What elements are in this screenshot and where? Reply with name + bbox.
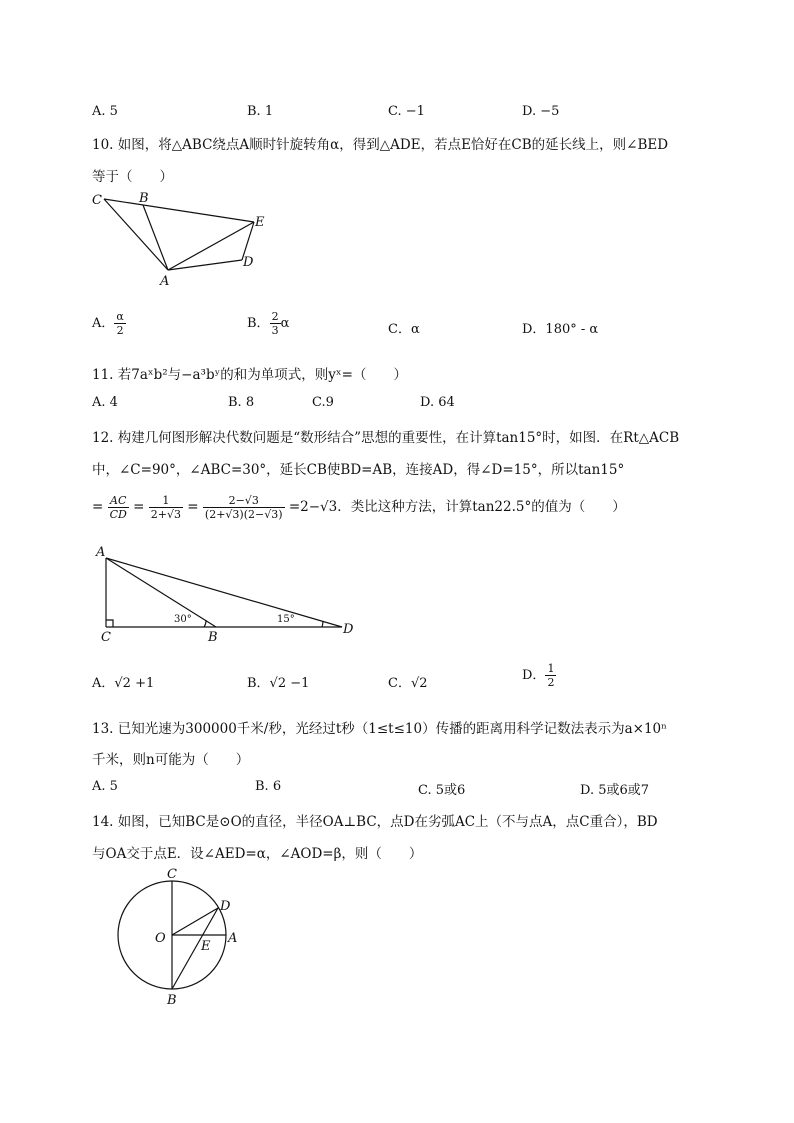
q14-label-o: O: [155, 931, 166, 946]
q12-angle-arc-30: [204, 620, 206, 627]
q10-stem-line2: 等于（ ）: [92, 169, 173, 185]
q10-option-b: [247, 310, 289, 337]
q12-option-d-den: 2: [547, 676, 555, 689]
q12-frac-rationalized: [203, 494, 285, 521]
q10-seg-ae: [168, 222, 254, 270]
q12-seg-ab: [106, 558, 216, 627]
q10-label-c: C: [92, 193, 102, 208]
q12-angle-arc-15: [322, 621, 323, 627]
q11-option-c: C.9: [312, 395, 334, 410]
q10-option-a-den: 2: [116, 324, 124, 337]
q9-option-d: D. −5: [522, 104, 560, 119]
q12-frac1-den: CD: [109, 508, 127, 521]
q14-label-e: E: [201, 939, 211, 954]
q10-label-b: B: [139, 191, 149, 206]
q13-stem-line1: 13. 已知光速为300000千米/秒，光经过t秒（1≤t≤10）传播的距离用科学记数法表示为a×10ⁿ: [92, 721, 667, 737]
q10-option-d: D．180° - α: [522, 322, 599, 337]
q12-option-d: [522, 662, 556, 689]
q13-option-d: D. 5或6或7: [580, 783, 650, 798]
q12-label-angle-30: 30°: [174, 614, 192, 625]
q12-option-a: A．√2 +1: [92, 676, 155, 691]
q12-option-c: C．√2: [388, 676, 428, 691]
q12-frac3-den: (2+√3)(2−√3): [204, 508, 283, 521]
q10-option-b-label: B．: [247, 316, 270, 331]
q10-label-a: A: [160, 274, 170, 289]
q10-seg-ca: [104, 199, 168, 270]
q10-label-e: E: [255, 215, 265, 230]
q13-option-b: B. 6: [255, 779, 282, 794]
q14-label-d: D: [220, 899, 231, 914]
q12-option-d-num: 1: [547, 662, 555, 675]
q14-chord-bd: [172, 908, 218, 989]
q12-stem-line1: 12. 构建几何图形解决代数问题是“数形结合”思想的重要性，在计算tan15°时，如图．在Rt△ACB: [92, 430, 680, 446]
q9-option-c: C. −1: [388, 104, 425, 119]
q12-stem-line2: 中，∠C=90°，∠ABC=30°，延长CB使BD=AB，连接AD，得∠D=15°，所以tan15°: [92, 462, 625, 478]
q12-option-d-label: D．: [522, 668, 546, 683]
q12-option-d-fraction: [545, 662, 556, 689]
q10-figure: [88, 188, 278, 293]
q12-frac-ac-cd: [108, 494, 129, 521]
q12-label-d: D: [343, 622, 354, 637]
q12-label-a: A: [96, 545, 106, 560]
q12-label-c: C: [101, 630, 111, 645]
q12-option-b: B．√2 −1: [247, 676, 310, 691]
q11-option-d: D. 64: [420, 395, 455, 410]
q10-option-c: C．α: [388, 322, 420, 337]
q13-option-a: A. 5: [92, 779, 118, 794]
q11-option-a: A. 4: [92, 395, 118, 410]
q10-option-a-fraction: [114, 310, 125, 337]
q14-stem-line2: 与OA交于点E．设∠AED=α，∠AOD=β，则（ ）: [92, 846, 423, 862]
q14-radius-od: [172, 908, 218, 935]
q10-stem-line1: 10. 如图，将△ABC绕点A顺时针旋转角α，得到△ADE，若点E恰好在CB的延长线上，则∠BED: [92, 137, 669, 153]
q10-seg-ce: [104, 199, 254, 222]
q12-seg-ad: [106, 558, 342, 627]
q10-option-a: [92, 310, 126, 337]
q11-stem: 11. 若7aˣb²与−a³bʸ的和为单项式，则yˣ=（ ）: [92, 367, 407, 383]
q10-option-a-num: α: [116, 310, 124, 323]
q12-right-angle-mark: [106, 620, 113, 627]
q10-seg-ad: [168, 260, 242, 270]
q12-frac2-num: 1: [149, 494, 183, 508]
q11-option-b: B. 8: [228, 395, 255, 410]
q12-figure: [92, 540, 372, 645]
q12-eq-equals: =: [92, 499, 104, 515]
q10-seg-ba: [143, 205, 168, 270]
q10-option-b-fraction: [270, 310, 281, 337]
q9-option-b: B. 1: [247, 104, 274, 119]
q12-frac1-num: AC: [108, 494, 129, 508]
q10-option-b-den: 3: [271, 324, 279, 337]
q13-stem-line2: 千米，则n可能为（ ）: [92, 752, 250, 768]
q14-label-c: C: [167, 867, 177, 882]
q12-equation: = $\frac{AC}{CD}$ = $\frac{1}{2+√3}$ = $\frac{2-√3}{(2+√3)(2-√3)}$ =2−√3．类比这种方法，计算tan22.5°的值为（ ）: [92, 494, 626, 521]
q12-frac2-den: 2+√3: [150, 508, 181, 521]
q9-option-a: A. 5: [92, 104, 118, 119]
q10-label-d: D: [243, 255, 254, 270]
q12-label-b: B: [208, 630, 218, 645]
q10-option-b-alpha: α: [280, 316, 290, 331]
q10-option-b-num: 2: [271, 310, 279, 323]
q12-frac3-num: 2−√3: [203, 494, 285, 508]
q14-label-b: B: [167, 993, 177, 1008]
q12-frac-one-over: [149, 494, 183, 521]
q12-label-angle-15: 15°: [277, 614, 295, 625]
q14-label-a: A: [228, 931, 238, 946]
q12-eq-tail: =2−√3．类比这种方法，计算tan22.5°的值为（ ）: [288, 499, 626, 515]
q14-figure: [105, 862, 255, 1012]
q13-option-c: C. 5或6: [418, 783, 466, 798]
q14-stem-line1: 14. 如图，已知BC是⊙O的直径，半径OA⊥BC，点D在劣弧AC上（不与点A，点C重合），BD: [92, 814, 658, 830]
q10-option-a-label: A．: [92, 316, 115, 331]
